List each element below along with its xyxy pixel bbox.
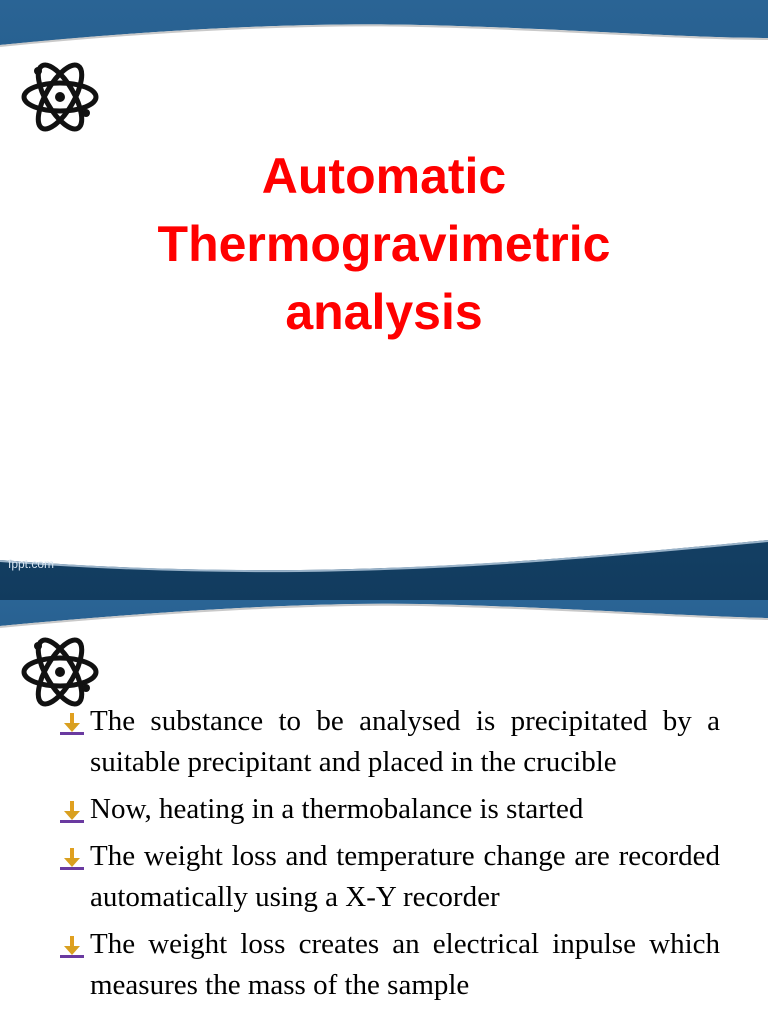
atom-icon <box>18 55 102 139</box>
list-item <box>60 789 720 830</box>
down-arrow-bullet-icon <box>60 712 84 736</box>
bullet-text: Now, heating in a thermobalance is started <box>90 793 584 825</box>
content-slide <box>0 600 768 1024</box>
list-item <box>60 836 720 918</box>
list-item <box>60 701 720 783</box>
bullet-text: The weight loss and temperature change are recorded automatically using a X-Y recorder <box>90 840 720 913</box>
title-line-3: analysis <box>285 284 483 340</box>
bullet-text: The substance to be analysed is precipitated by a suitable precipitant and placed in the crucible <box>90 705 720 778</box>
bullet-list <box>60 701 720 1012</box>
down-arrow-bullet-icon <box>60 800 84 824</box>
down-arrow-bullet-icon <box>60 935 84 959</box>
list-item <box>60 924 720 1006</box>
down-arrow-bullet-icon <box>60 847 84 871</box>
slide-title <box>40 142 728 346</box>
bullet-text: The weight loss creates an electrical inpulse which measures the mass of the sample <box>90 928 720 1001</box>
title-line-1: Automatic <box>261 148 507 204</box>
title-line-2: Thermogravimetric <box>157 216 611 272</box>
footer-brand: fppt.com <box>8 557 55 571</box>
